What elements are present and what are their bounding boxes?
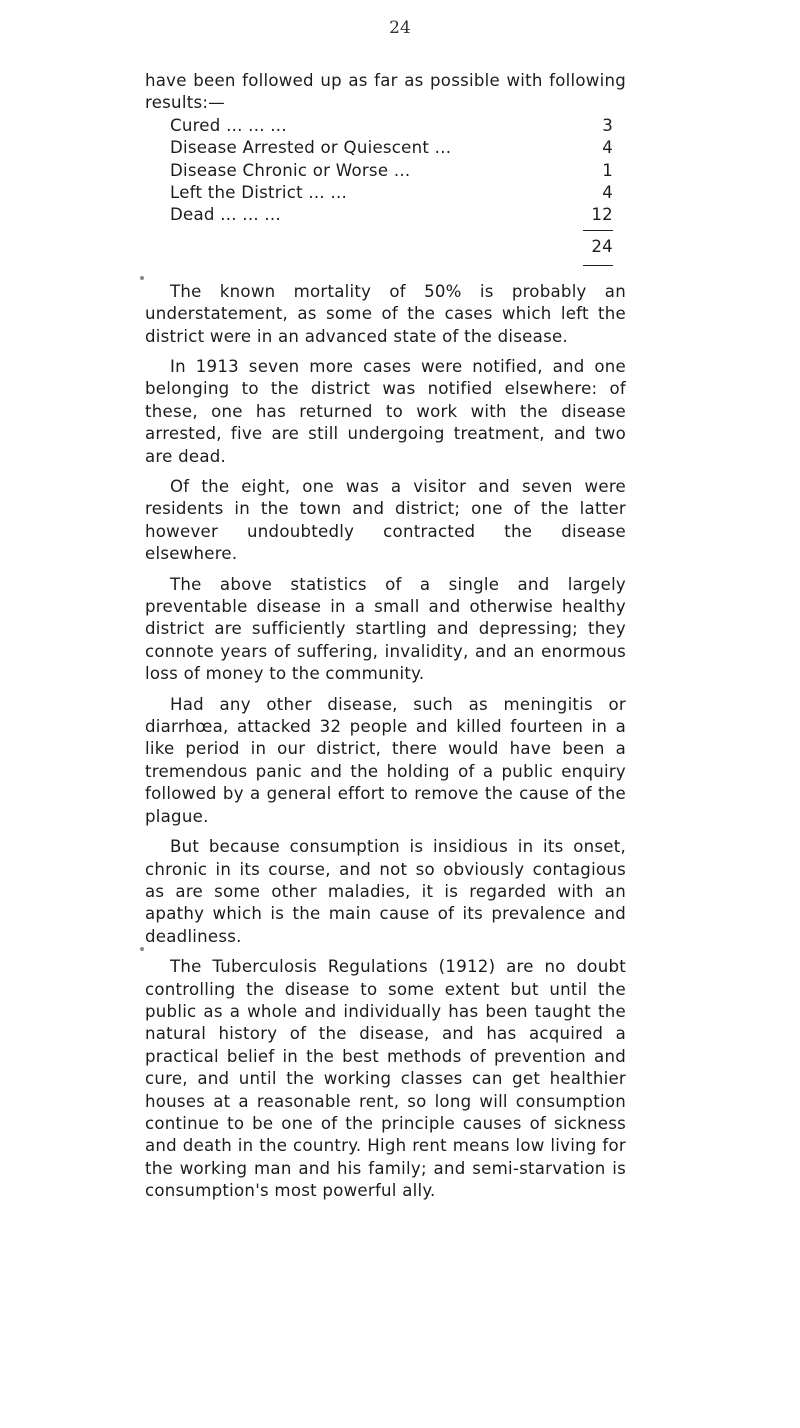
result-value: 4 xyxy=(602,138,613,158)
paragraph: But because consumption is insidious in its onset, chronic in its course, and not so obviously contagious as are some other maladies, it is regarded with an apathy which is the main cause of its prevalence and deadliness. xyxy=(145,837,626,946)
stray-dot-mark xyxy=(140,947,144,951)
result-row xyxy=(170,204,613,226)
intro-text: have been followed up as far as possible with following results:— xyxy=(145,71,626,113)
total-rule-bottom xyxy=(583,265,613,266)
paragraph: The above statistics of a single and largely preventable disease in a small and otherwise healthy district are sufficiently startling and depressing; they connote years of suffering, invalidity, and an enormous loss of money to the community. xyxy=(145,574,626,684)
results-total-block xyxy=(145,227,613,271)
paragraph: Of the eight, one was a visitor and seven were residents in the town and district; one of the latter however undoubtedly contracted the disease elsewhere. xyxy=(145,477,626,564)
result-label: Left the District ... ... xyxy=(170,182,348,202)
result-row xyxy=(170,115,613,137)
results-table xyxy=(170,115,613,227)
result-row xyxy=(170,182,613,204)
result-label: Dead ... ... ... xyxy=(170,205,281,225)
result-row xyxy=(170,137,613,159)
paragraph: In 1913 seven more cases were notified, and one belonging to the district was notified elsewhere: of these, one has returned to work with the disease arrested, five are still undergoing treatment, and two are dead. xyxy=(145,356,626,466)
result-value: 1 xyxy=(602,160,613,180)
page-body xyxy=(145,70,626,1203)
result-label: Cured ... ... ... xyxy=(170,115,287,135)
stray-dot-mark xyxy=(140,276,144,280)
result-row xyxy=(170,160,613,182)
result-label: Disease Arrested or Quiescent ... xyxy=(170,138,452,158)
results-total: 24 xyxy=(591,236,613,256)
result-value: 4 xyxy=(602,182,613,202)
paragraph: Had any other disease, such as meningitis or diarrhœa, attacked 32 people and killed fourteen in a like period in our district, there would have been a tremendous panic and the holding of a public enquiry followed by a general effort to remove the cause of the plague. xyxy=(145,694,626,826)
paragraph: The Tuberculosis Regulations (1912) are no doubt controlling the disease to some extent but until the public as a whole and individually has been taught the natural history of the disease, and has acquired a practical belief in the best methods of prevention and cure, and until the working classes can get healthier houses at a reasonable rent, so long will consumption continue to be one of the principle causes of sickness and death in the country. High rent means low living for the working man and his family; and semi-starvation is consumption's most powerful ally. xyxy=(145,957,626,1201)
result-value: 3 xyxy=(602,115,613,135)
result-value: 12 xyxy=(591,205,613,225)
total-rule-top xyxy=(583,230,613,231)
page-number: 24 xyxy=(389,18,411,38)
paragraph: The known mortality of 50% is probably an understatement, as some of the cases which left the district were in an advanced state of the disease. xyxy=(145,281,626,346)
result-label: Disease Chronic or Worse ... xyxy=(170,160,411,180)
